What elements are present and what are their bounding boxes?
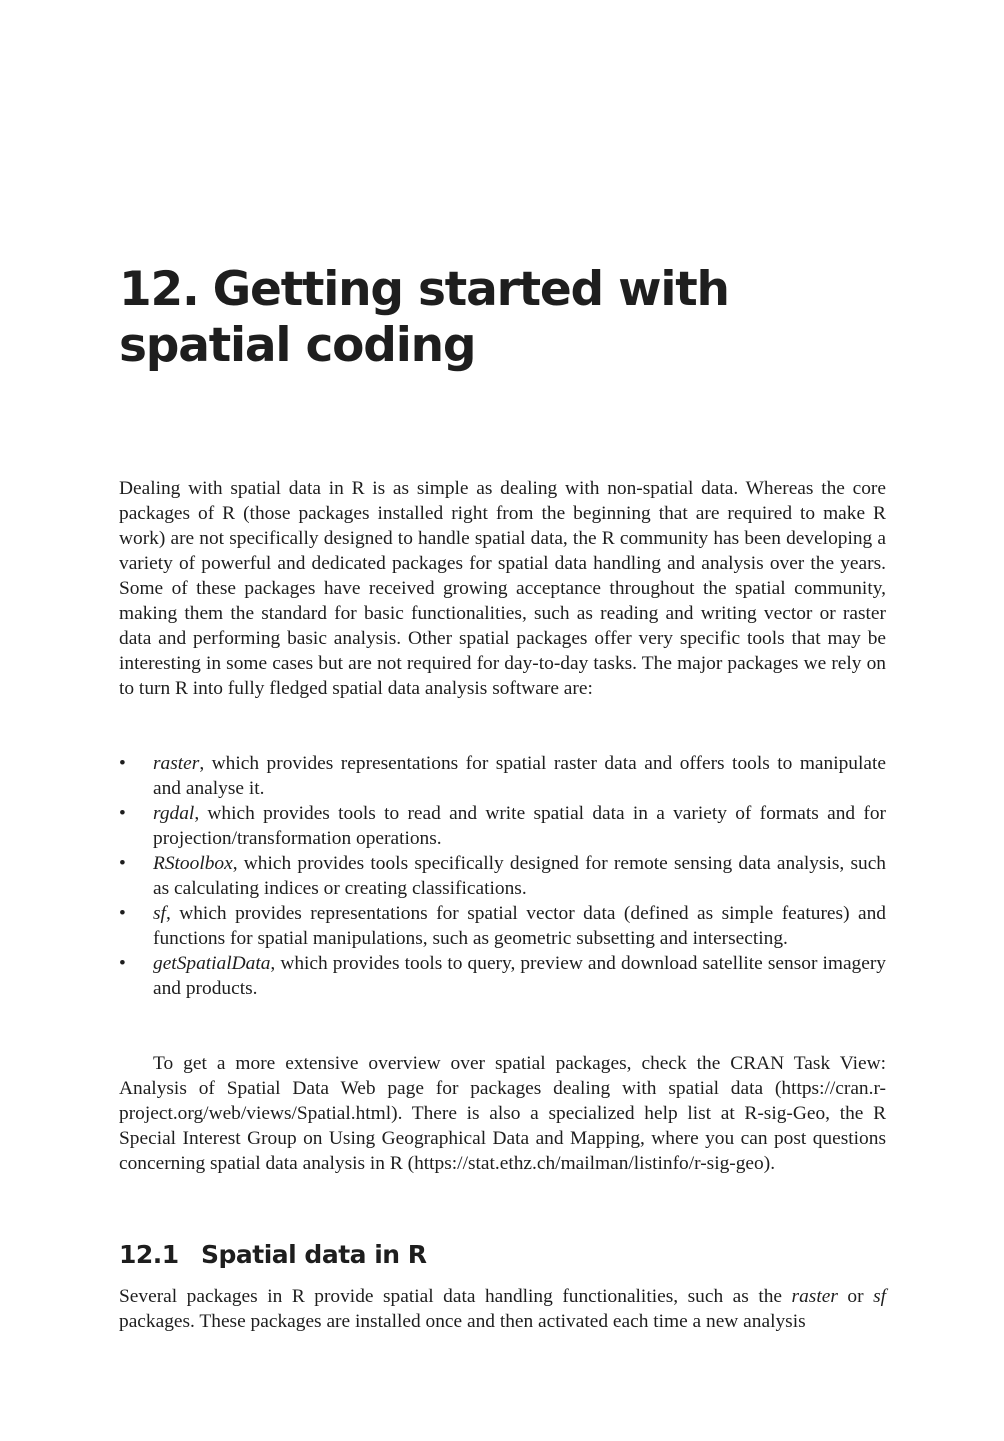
list-item	[119, 801, 886, 851]
list-item	[119, 951, 886, 1001]
package-name: raster	[791, 1286, 838, 1307]
package-name: getSpatialData	[153, 953, 271, 974]
list-item	[119, 851, 886, 901]
package-description: , which provides representations for spatial raster data and offers tools to manipulate and analyse it.	[153, 753, 886, 799]
package-description: , which provides tools to read and write spatial data in a variety of formats and for projection/transformation operations.	[153, 803, 886, 849]
section-text-part: or	[837, 1286, 874, 1307]
list-item	[119, 901, 886, 951]
intro-paragraph: Dealing with spatial data in R is as simple as dealing with non-spatial data. Whereas the core packages of R (those packages installed right from the beginning that are required to make R work) are not specifically designed to handle spatial data, the R community has been developing a variety of powerful and dedicated packages for spatial data handling and analysis over the years. Some of these packages have received growing acceptance throughout the spatial community, making them the standard for basic functionalities, such as reading and writing vector or raster data and performing basic analysis. Other spatial packages offer very specific tools that may be interesting in some cases but are not required for day-to-day tasks. The major packages we rely on to turn R into fully fledged spatial data analysis software are:	[119, 478, 886, 699]
chapter-number: 12.	[119, 262, 199, 317]
bullet-icon: •	[119, 903, 126, 924]
package-name: raster	[153, 753, 200, 774]
chapter-title	[119, 262, 886, 374]
package-description: , which provides representations for spatial vector data (defined as simple features) and functions for spatial manipulations, such as geometric subsetting and intersecting.	[153, 903, 886, 949]
section-paragraph	[119, 1284, 886, 1334]
package-list	[119, 751, 886, 1001]
package-description: , which provides tools to query, preview and download satellite sensor imagery and products.	[153, 953, 886, 999]
overview-paragraph: To get a more extensive overview over spatial packages, check the CRAN Task View: Analysis of Spatial Data Web page for packages dealing with spatial data (https://cran.r-project.org/web/views/Spatial.html). There is also a specialized help list at R-sig-Geo, the R Special Interest Group on Using Geographical Data and Mapping, where you can post questions concerning spatial data analysis in R (https://stat.ethz.ch/mailman/listinfo/r-sig-geo).	[119, 1053, 886, 1174]
package-description: , which provides tools specifically designed for remote sensing data analysis, such as calculating indices or creating classifications.	[153, 853, 886, 899]
bullet-icon: •	[119, 853, 126, 874]
section-title-text: Spatial data in R	[201, 1240, 427, 1269]
package-name: rgdal	[153, 803, 195, 824]
package-name: RStoolbox	[153, 853, 233, 874]
chapter-title-text: Getting started with spatial coding	[119, 262, 729, 373]
package-name: sf	[153, 903, 166, 924]
bullet-icon: •	[119, 803, 126, 824]
section-text-part: packages. These packages are installed once and then activated each time a new analysis	[119, 1311, 806, 1332]
bullet-icon: •	[119, 953, 126, 974]
bullet-icon: •	[119, 753, 126, 774]
section-number: 12.1	[119, 1240, 179, 1269]
section-text-part: Several packages in R provide spatial data handling functionalities, such as the	[119, 1286, 792, 1307]
package-name: sf	[873, 1286, 886, 1307]
section-heading	[119, 1238, 427, 1272]
list-item	[119, 751, 886, 801]
